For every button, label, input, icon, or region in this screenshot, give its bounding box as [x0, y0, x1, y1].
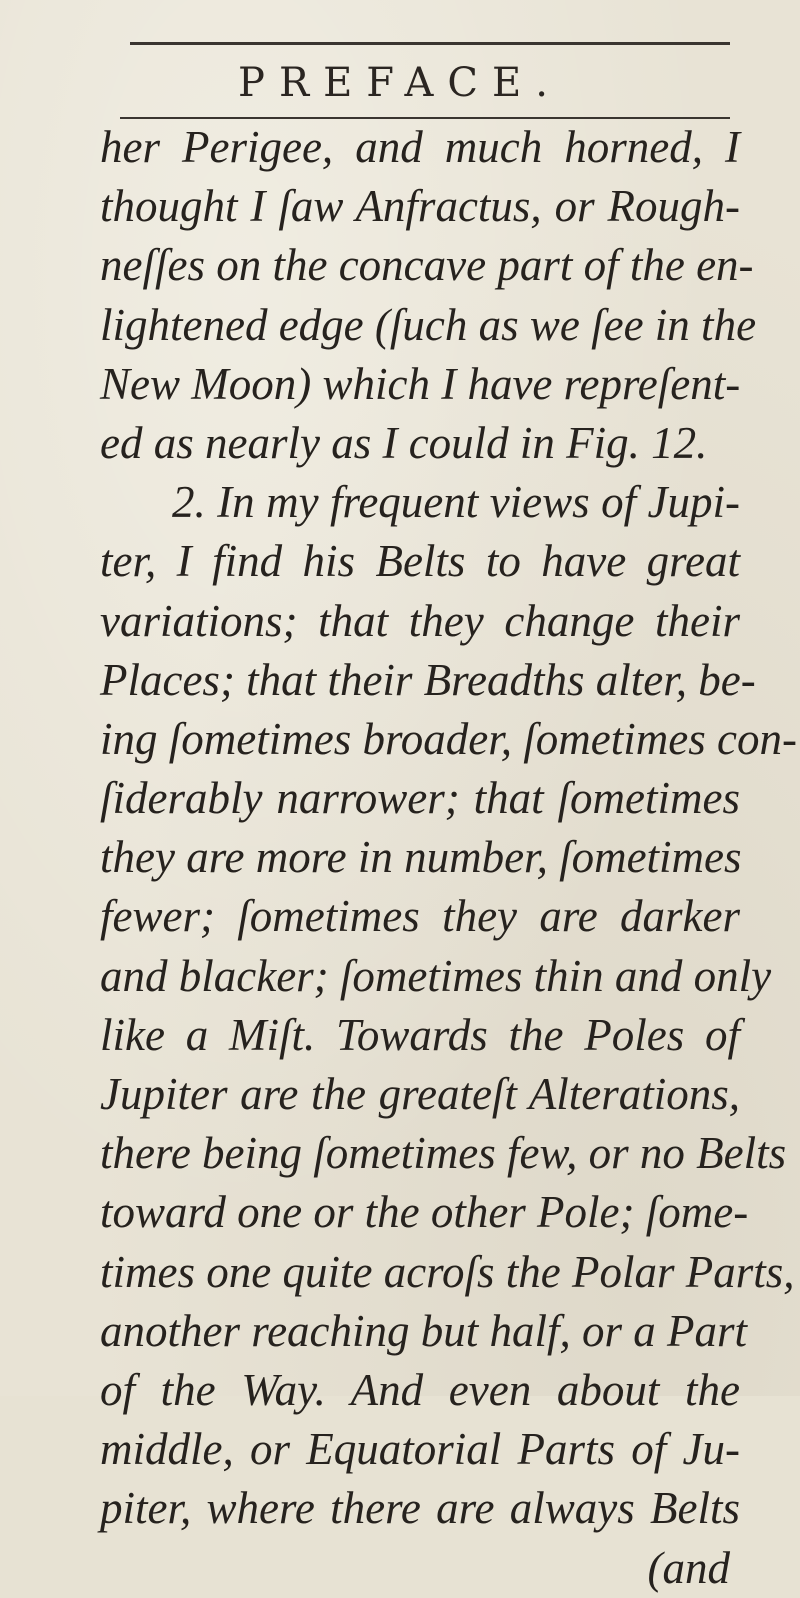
text-line: Jupiter are the greateſt Alterations,	[100, 1069, 740, 1119]
text-line: times one quite acroſs the Polar Parts,	[100, 1246, 795, 1297]
text-line: lightened edge (ſuch as we ſee in the	[100, 299, 757, 350]
text-line: middle, or Equatorial Parts of Ju-	[100, 1424, 740, 1475]
text-line: piter, where there are always Belts	[100, 1483, 740, 1534]
catchword: (and	[647, 1542, 730, 1593]
body-text	[100, 118, 797, 1598]
text-line: Places; that their Breadths alter, be-	[100, 654, 756, 705]
running-header: PREFACE.	[238, 60, 562, 106]
text-line: ing ſometimes broader, ſometimes con-	[100, 713, 797, 764]
text-line: toward one or the other Pole; ſome-	[100, 1187, 749, 1238]
text-line: they are more in number, ſometimes	[100, 832, 742, 883]
text-line: another reaching but half, or a Part	[100, 1305, 748, 1356]
text-line: fewer; ſometimes they are darker	[100, 891, 740, 942]
text-line: ſiderably narrower; that ſometimes	[100, 773, 740, 824]
header-rule-top	[130, 42, 730, 45]
text-line: of the Way. And even about the	[100, 1364, 740, 1415]
text-line: her Perigee, and much horned, I	[100, 122, 740, 172]
text-line: New Moon) which I have repreſent-	[100, 358, 741, 409]
text-line: ter, I find his Belts to have great	[100, 536, 740, 587]
text-line: ed as nearly as I could in Fig. 12.	[100, 417, 708, 468]
text-line: there being ſometimes few, or no Belts	[100, 1128, 787, 1179]
text-line: like a Miſt. Towards the Poles of	[100, 1009, 740, 1060]
text-line: variations; that they change their	[100, 595, 740, 646]
text-line: and blacker; ſometimes thin and only	[100, 950, 772, 1001]
paragraph-start-line: 2. In my frequent views of Jupi-	[172, 477, 740, 528]
text-line: neſſes on the concave part of the en-	[100, 240, 754, 291]
text-line: thought I ſaw Anfractus, or Rough-	[100, 181, 740, 232]
